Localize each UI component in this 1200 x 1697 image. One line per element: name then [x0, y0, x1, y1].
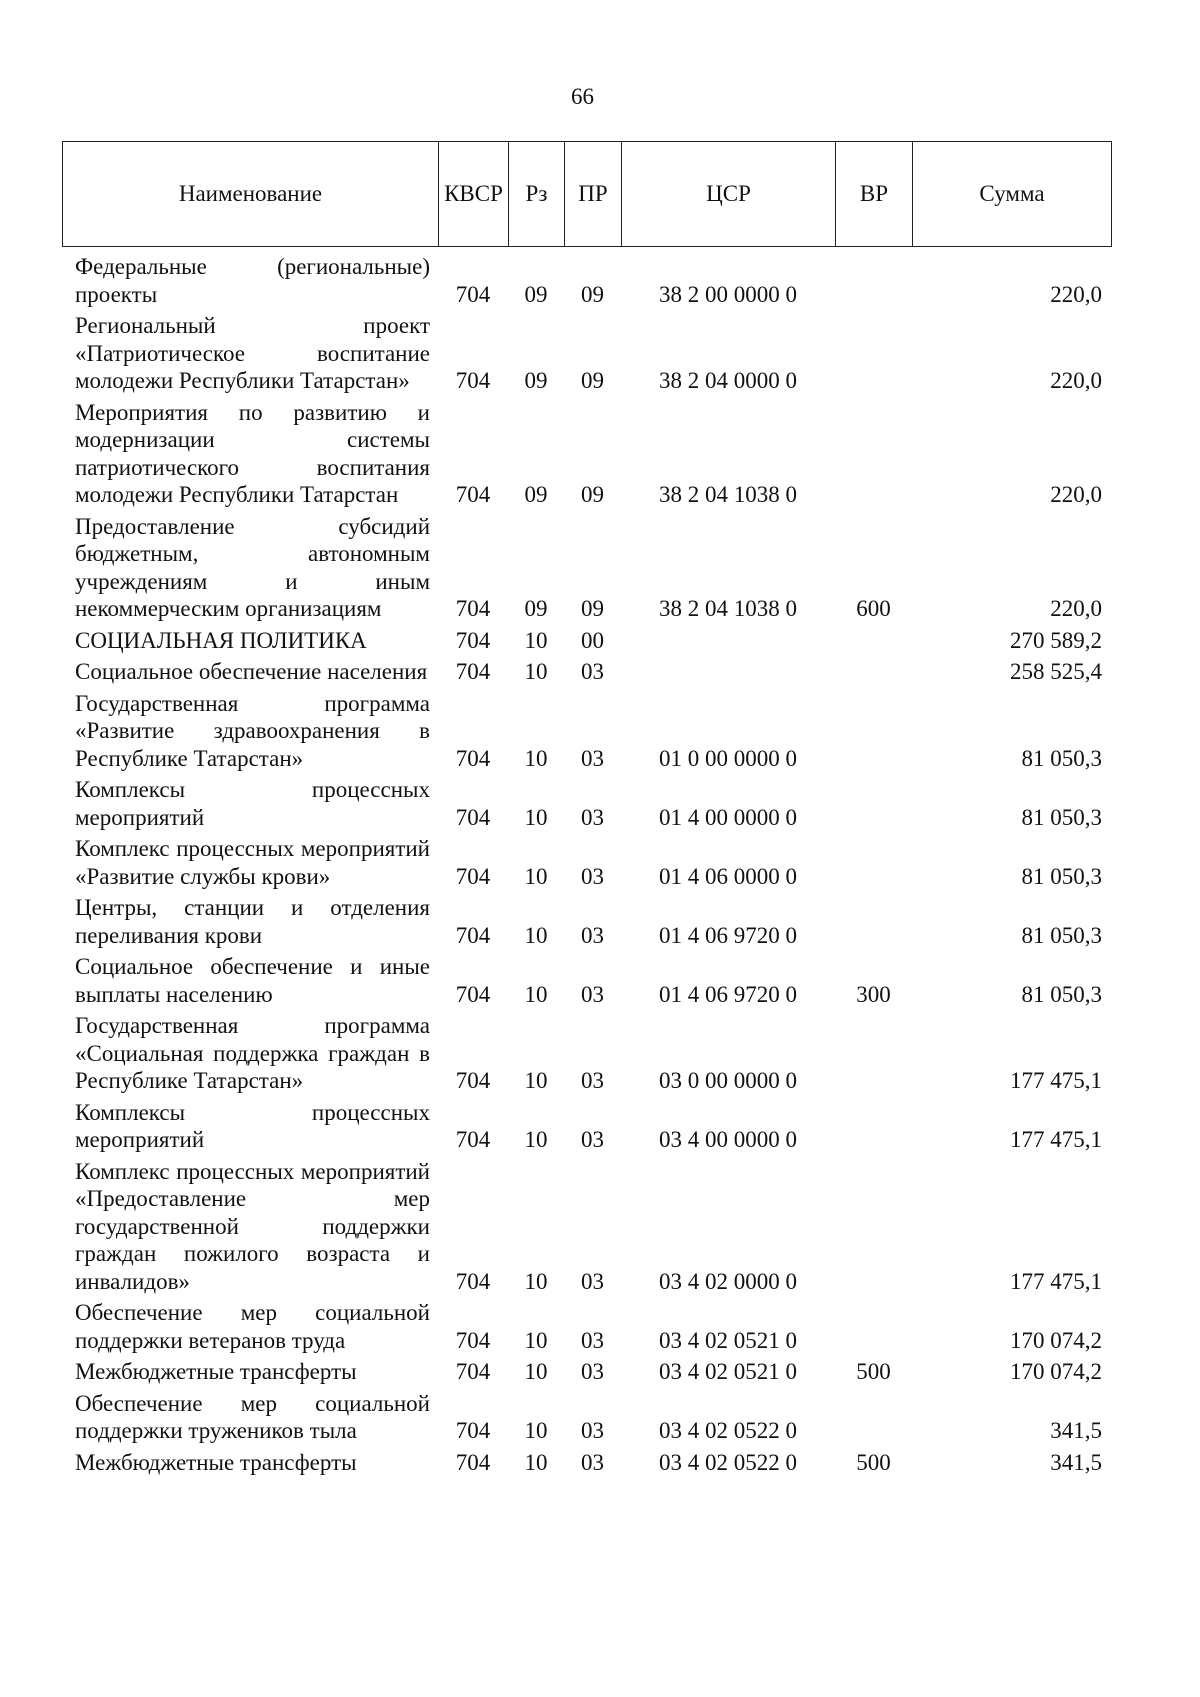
table-header [62, 141, 1112, 247]
header-rz: Рз [509, 142, 565, 247]
row-vr [835, 772, 912, 831]
table-row [62, 1095, 1111, 1154]
row-rz: 10 [524, 981, 548, 1007]
row-pr: 09 [581, 281, 604, 307]
row-sum: 81 050,3 [1021, 804, 1102, 830]
table-row [62, 1295, 1111, 1354]
row-sum: 170 074,2 [1010, 1359, 1102, 1384]
row-kvsr: 704 [455, 745, 491, 771]
row-vr [835, 1008, 912, 1095]
row-vr: 500 [856, 1449, 891, 1475]
header-vr: ВР [836, 142, 913, 247]
row-name: Социальное обеспечение населения [75, 659, 428, 684]
row-sum: 341,5 [1050, 1449, 1102, 1475]
row-csr [621, 623, 835, 655]
row-vr: 500 [856, 1359, 891, 1384]
row-pr: 03 [581, 1327, 604, 1353]
row-pr: 09 [581, 596, 604, 621]
row-sum: 81 050,3 [1021, 922, 1102, 948]
table-row [62, 395, 1111, 509]
row-name: Мероприятия по развитию и модернизации системы патриотического воспитания молодежи Республики Татарстан [75, 399, 430, 507]
row-csr: 38 2 04 0000 0 [659, 368, 797, 393]
row-kvsr: 704 [455, 1127, 491, 1152]
row-vr [835, 1295, 912, 1354]
table-row [62, 308, 1111, 395]
row-name: Государственная программа «Развитие здравоохранения в Республике Татарстан» [75, 690, 430, 771]
row-kvsr: 704 [455, 922, 491, 948]
row-rz: 10 [524, 922, 548, 948]
table-row [62, 623, 1111, 655]
row-sum: 81 050,3 [1021, 863, 1102, 889]
row-sum: 270 589,2 [1010, 627, 1102, 653]
row-kvsr: 704 [455, 981, 491, 1007]
row-vr [835, 1095, 912, 1154]
table-row [62, 1445, 1111, 1477]
row-pr: 03 [581, 745, 604, 771]
row-rz: 10 [524, 1268, 548, 1294]
table-row [62, 949, 1111, 1008]
row-pr: 03 [581, 981, 604, 1007]
row-kvsr: 704 [455, 368, 491, 393]
row-csr: 03 4 02 0521 0 [659, 1327, 797, 1353]
row-kvsr: 704 [455, 804, 491, 830]
row-vr [835, 686, 912, 773]
row-rz: 10 [524, 1068, 548, 1093]
row-kvsr: 704 [455, 863, 491, 889]
row-name: Межбюджетные трансферты [75, 1449, 357, 1475]
row-name: Комплекс процессных мероприятий «Развитие службы крови» [75, 836, 430, 889]
header-pr: ПР [565, 142, 622, 247]
row-name: Обеспечение мер социальной поддержки ветеранов труда [75, 1300, 430, 1353]
row-name: Государственная программа «Социальная поддержка граждан в Республике Татарстан» [75, 1013, 430, 1093]
row-pr: 03 [581, 1359, 604, 1384]
row-vr [835, 1386, 912, 1445]
row-pr: 03 [581, 659, 604, 684]
row-vr [835, 249, 912, 308]
header-sum: Сумма [913, 142, 1112, 247]
row-kvsr: 704 [455, 1359, 491, 1384]
row-csr: 38 2 00 0000 0 [659, 281, 797, 307]
row-vr: 300 [856, 981, 891, 1007]
row-rz: 09 [524, 368, 548, 393]
row-sum: 81 050,3 [1021, 745, 1102, 771]
table-row [62, 249, 1111, 308]
row-name: Комплексы процессных мероприятий [75, 1099, 430, 1152]
row-csr: 01 4 06 9720 0 [659, 981, 797, 1007]
row-csr: 03 0 00 0000 0 [659, 1068, 797, 1093]
row-sum: 81 050,3 [1021, 981, 1102, 1007]
row-sum: 220,0 [1050, 281, 1102, 307]
table-row [62, 686, 1111, 773]
row-name: Комплексы процессных мероприятий [75, 777, 430, 830]
row-csr [621, 654, 835, 686]
row-pr: 09 [581, 482, 604, 507]
row-csr: 01 4 06 9720 0 [659, 922, 797, 948]
row-vr [835, 890, 912, 949]
row-rz: 10 [524, 804, 548, 830]
row-name: СОЦИАЛЬНАЯ ПОЛИТИКА [75, 627, 367, 653]
table-row [62, 1386, 1111, 1445]
row-sum: 220,0 [1050, 482, 1102, 507]
row-sum: 341,5 [1050, 1418, 1102, 1443]
row-rz: 10 [524, 627, 548, 653]
row-rz: 10 [524, 1127, 548, 1152]
header-csr: ЦСР [622, 142, 836, 247]
row-rz: 09 [524, 596, 548, 621]
row-name: Межбюджетные трансферты [75, 1359, 357, 1384]
table-row [62, 1154, 1111, 1296]
row-kvsr: 704 [455, 281, 491, 307]
row-name: Центры, станции и отделения переливания крови [75, 895, 430, 948]
row-kvsr: 704 [455, 1268, 491, 1294]
table-row [62, 890, 1111, 949]
row-vr: 600 [856, 596, 891, 621]
table-row [62, 772, 1111, 831]
header-kvsr: КВСР [439, 142, 509, 247]
row-sum: 258 525,4 [1010, 659, 1102, 684]
row-pr: 09 [581, 368, 604, 393]
row-vr [835, 395, 912, 509]
row-pr: 03 [581, 1127, 604, 1152]
row-name: Обеспечение мер социальной поддержки тружеников тыла [75, 1390, 430, 1443]
row-name: Региональный проект «Патриотическое воспитание молодежи Республики Татарстан» [75, 313, 430, 393]
row-csr: 03 4 02 0522 0 [659, 1449, 797, 1475]
row-csr: 01 4 06 0000 0 [659, 863, 797, 889]
row-name: Федеральные (региональные) проекты [75, 254, 430, 307]
row-rz: 10 [524, 659, 548, 684]
row-rz: 10 [524, 745, 548, 771]
budget-table [62, 249, 1111, 1476]
row-kvsr: 704 [455, 1068, 491, 1093]
row-pr: 03 [581, 922, 604, 948]
row-sum: 170 074,2 [1010, 1327, 1102, 1353]
row-kvsr: 704 [455, 482, 491, 507]
row-csr: 03 4 02 0522 0 [659, 1418, 797, 1443]
row-name: Социальное обеспечение и иные выплаты населению [75, 954, 430, 1007]
row-name: Комплекс процессных мероприятий «Предоставление мер государственной поддержки граждан пожилого возраста и инвалидов» [75, 1158, 430, 1294]
row-csr: 01 0 00 0000 0 [659, 745, 797, 771]
row-kvsr: 704 [455, 627, 491, 653]
row-csr: 03 4 02 0521 0 [659, 1359, 797, 1384]
row-kvsr: 704 [455, 596, 491, 621]
row-csr: 01 4 00 0000 0 [659, 804, 797, 830]
row-kvsr: 704 [455, 1327, 491, 1353]
table-row [62, 1008, 1111, 1095]
row-pr: 00 [581, 627, 604, 653]
row-csr: 38 2 04 1038 0 [659, 482, 797, 507]
row-rz: 09 [524, 281, 548, 307]
row-pr: 03 [581, 1068, 604, 1093]
header-name: Наименование [63, 142, 439, 247]
row-rz: 10 [524, 1449, 548, 1475]
row-csr: 03 4 02 0000 0 [659, 1268, 797, 1294]
table-row [62, 654, 1111, 686]
row-kvsr: 704 [455, 1418, 491, 1443]
row-pr: 03 [581, 804, 604, 830]
budget-table-body [62, 249, 1111, 1476]
row-rz: 10 [524, 1359, 548, 1384]
row-rz: 10 [524, 1327, 548, 1353]
row-name: Предоставление субсидий бюджетным, автономным учреждениям и иным некоммерческим организациям [75, 513, 430, 621]
row-kvsr: 704 [455, 659, 491, 684]
row-vr [835, 623, 912, 655]
row-vr [835, 308, 912, 395]
row-pr: 03 [581, 1268, 604, 1294]
table-row [62, 1354, 1111, 1386]
table-row [62, 831, 1111, 890]
row-sum: 177 475,1 [1010, 1268, 1102, 1294]
row-rz: 10 [524, 863, 548, 889]
row-sum: 177 475,1 [1010, 1068, 1102, 1093]
row-pr: 03 [581, 1449, 604, 1475]
row-kvsr: 704 [455, 1449, 491, 1475]
row-rz: 10 [524, 1418, 548, 1443]
row-vr [835, 831, 912, 890]
row-pr: 03 [581, 1418, 604, 1443]
row-rz: 09 [524, 482, 548, 507]
row-sum: 177 475,1 [1010, 1127, 1102, 1152]
row-pr: 03 [581, 863, 604, 889]
row-sum: 220,0 [1050, 596, 1102, 621]
table-row [62, 509, 1111, 623]
row-csr: 38 2 04 1038 0 [659, 596, 797, 621]
row-vr [835, 654, 912, 686]
page-number: 66 [571, 84, 594, 109]
row-vr [835, 1154, 912, 1296]
row-csr: 03 4 00 0000 0 [659, 1127, 797, 1152]
row-sum: 220,0 [1050, 368, 1102, 393]
